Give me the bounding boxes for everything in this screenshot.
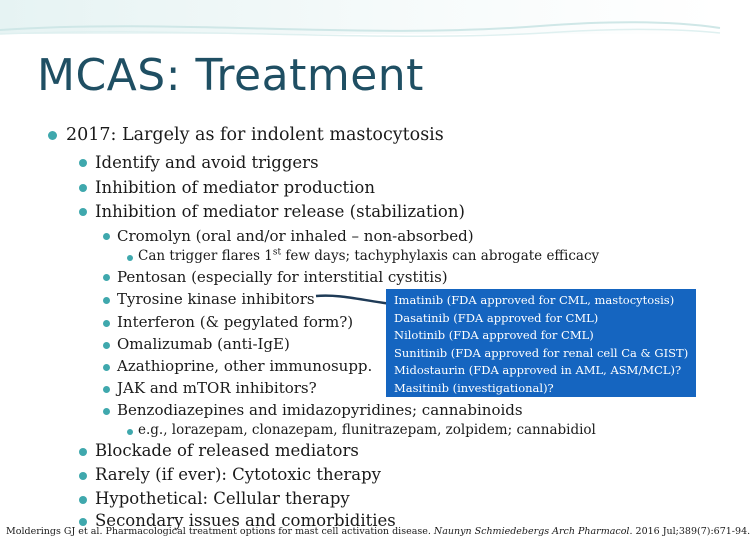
callout-line: Dasatinib (FDA approved for CML) <box>394 310 599 325</box>
reference-citation: Molderings GJ et al. Pharmacological treatment options for mast cell activation disease. Naunyn Schmiedebergs Arch Pharmacol. 2016 Jul;389(7):671-94. <box>6 526 750 537</box>
callout-line: Nilotinib (FDA approved for CML) <box>394 328 594 342</box>
level4-note: e.g., lorazepam, clonazepam, flunitrazepam, zolpidem; cannabidiol <box>138 422 596 438</box>
bullet-icon <box>79 496 87 504</box>
level2-item: Identify and avoid triggers <box>95 153 319 172</box>
callout-line: Imatinib (FDA approved for CML, mastocytosis) <box>394 293 675 307</box>
bullet-icon <box>79 472 87 480</box>
level2-item: Secondary issues and comorbidities <box>95 511 396 530</box>
level2-item: Inhibition of mediator production <box>95 178 375 197</box>
level3-item: JAK and mTOR inhibitors? <box>117 379 317 397</box>
level3-item: Interferon (& pegylated form?) <box>117 313 354 331</box>
level3-item: Benzodiazepines and imidazopyridines; cannabinoids <box>117 401 523 419</box>
callout-line: Sunitinib (FDA approved for renal cell Ca & GIST) <box>394 345 689 360</box>
level3-item: Pentosan (especially for interstitial cystitis) <box>117 268 448 286</box>
level3-item: Tyrosine kinase inhibitors <box>117 290 315 308</box>
level3-item: Omalizumab (anti-IgE) <box>117 335 290 353</box>
bullet-icon <box>79 518 87 526</box>
tki-callout-box <box>386 289 696 397</box>
level2-item: Rarely (if ever): Cytotoxic therapy <box>95 465 381 484</box>
level4-note: Can trigger flares 1st few days; tachyphylaxis can abrogate efficacy <box>138 247 600 264</box>
level2-item: Hypothetical: Cellular therapy <box>95 489 350 508</box>
callout-line: Masitinib (investigational)? <box>394 380 554 395</box>
level3-item: Cromolyn (oral and/or inhaled – non-absorbed) <box>117 227 474 245</box>
level1-item: 2017: Largely as for indolent mastocytosis <box>66 125 444 145</box>
bullet-icon <box>79 448 87 456</box>
callout-line: Midostaurin (FDA approved in AML, ASM/MCL)? <box>394 363 682 377</box>
level2-item: Inhibition of mediator release (stabilization) <box>95 202 465 221</box>
level2-item: Blockade of released mediators <box>95 441 359 460</box>
slide-title: MCAS: Treatment <box>37 50 424 101</box>
level3-item: Azathioprine, other immunosupp. <box>117 357 373 375</box>
